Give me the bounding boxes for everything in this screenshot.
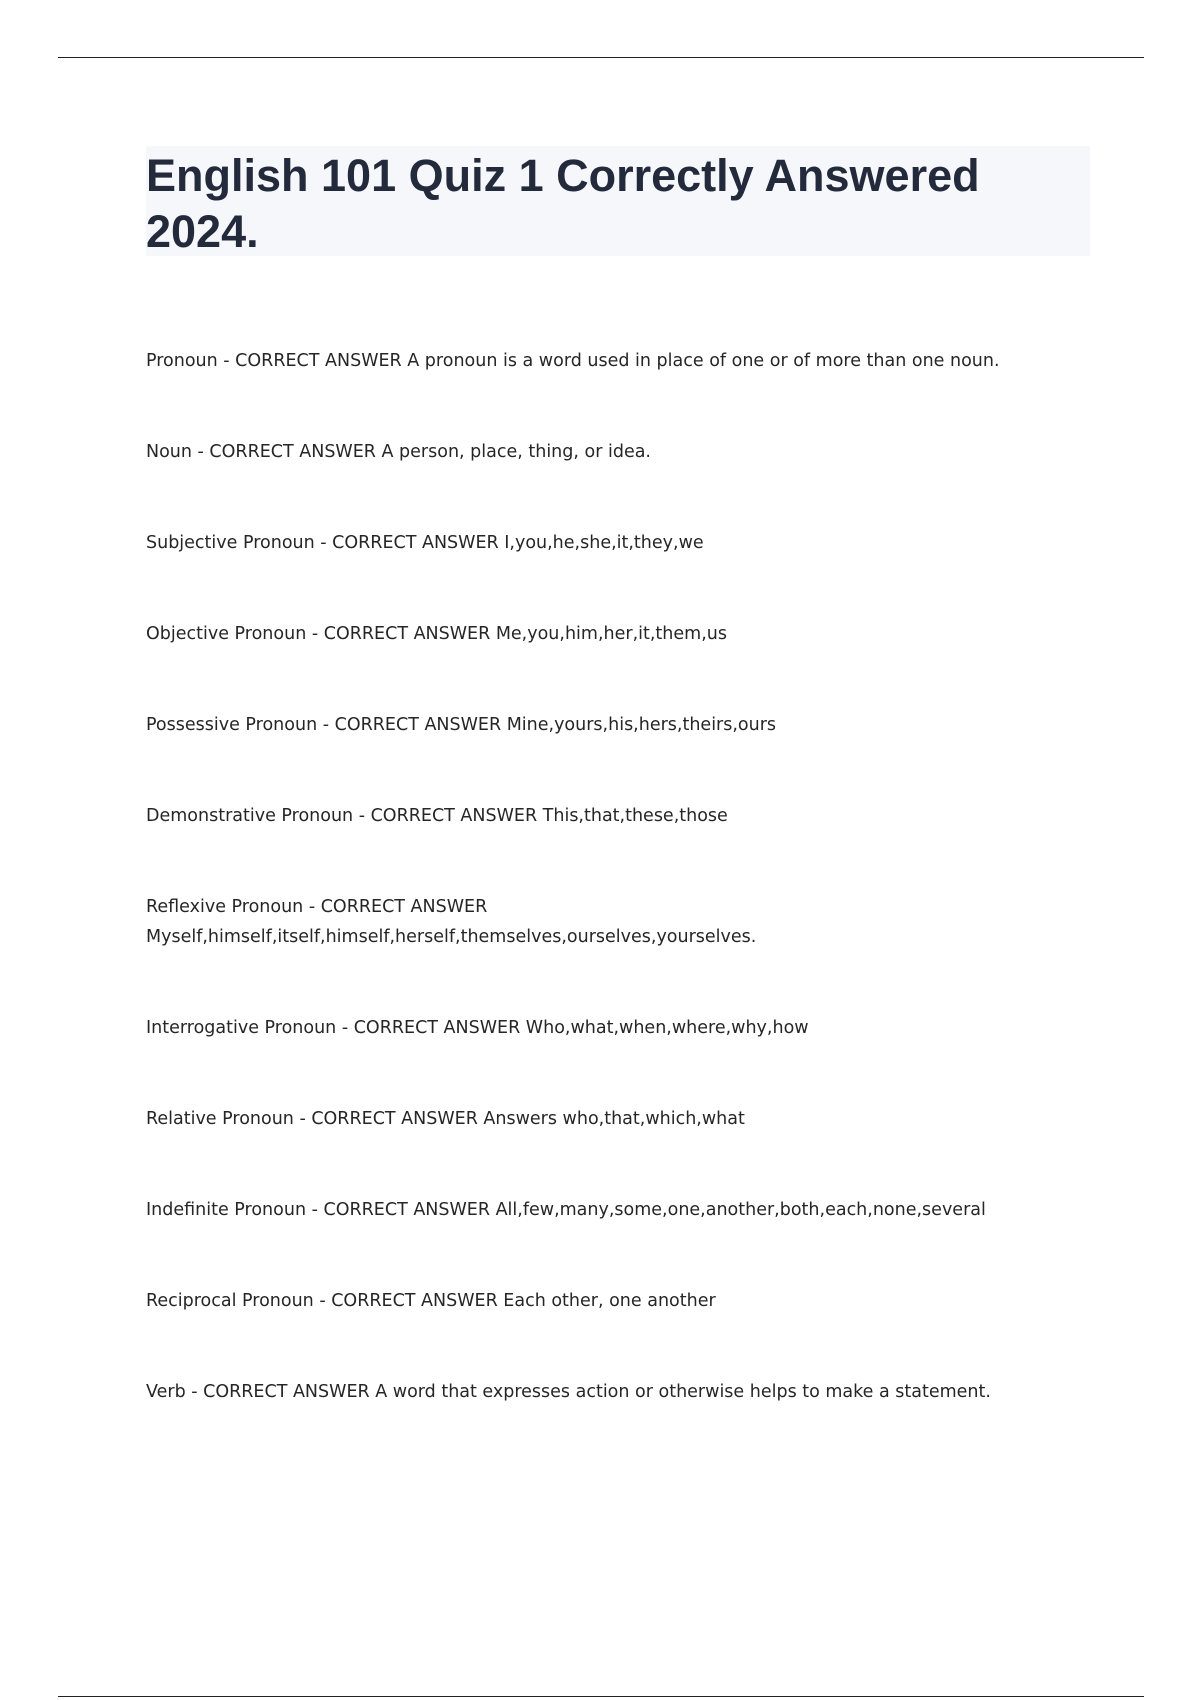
bottom-divider xyxy=(58,1696,1144,1697)
page-title: English 101 Quiz 1 Correctly Answered 2024. xyxy=(146,150,980,257)
list-item-interrogative-pronoun: Interrogative Pronoun - CORRECT ANSWER Who,what,when,where,why,how xyxy=(146,1018,809,1038)
list-item-reflexive-pronoun: Reflexive Pronoun - CORRECT ANSWER Myself,himself,itself,himself,herself,themselves,ourselves,yourselves. xyxy=(146,897,757,947)
list-item-indefinite-pronoun: Indefinite Pronoun - CORRECT ANSWER All,few,many,some,one,another,both,each,none,several xyxy=(146,1200,986,1220)
list-item-subjective-pronoun: Subjective Pronoun - CORRECT ANSWER I,you,he,she,it,they,we xyxy=(146,533,704,553)
top-divider xyxy=(58,57,1144,58)
list-item-verb: Verb - CORRECT ANSWER A word that expresses action or otherwise helps to make a statement. xyxy=(146,1382,991,1402)
list-item-demonstrative-pronoun: Demonstrative Pronoun - CORRECT ANSWER This,that,these,those xyxy=(146,806,728,826)
list-item-objective-pronoun: Objective Pronoun - CORRECT ANSWER Me,you,him,her,it,them,us xyxy=(146,624,727,644)
list-item-reciprocal-pronoun: Reciprocal Pronoun - CORRECT ANSWER Each other, one another xyxy=(146,1291,716,1311)
list-item-possessive-pronoun: Possessive Pronoun - CORRECT ANSWER Mine,yours,his,hers,theirs,ours xyxy=(146,715,777,735)
list-item-relative-pronoun: Relative Pronoun - CORRECT ANSWER Answers who,that,which,what xyxy=(146,1109,745,1129)
list-item-noun: Noun - CORRECT ANSWER A person, place, thing, or idea. xyxy=(146,442,651,462)
list-item-pronoun: Pronoun - CORRECT ANSWER A pronoun is a word used in place of one or of more than one noun. xyxy=(146,351,1000,371)
